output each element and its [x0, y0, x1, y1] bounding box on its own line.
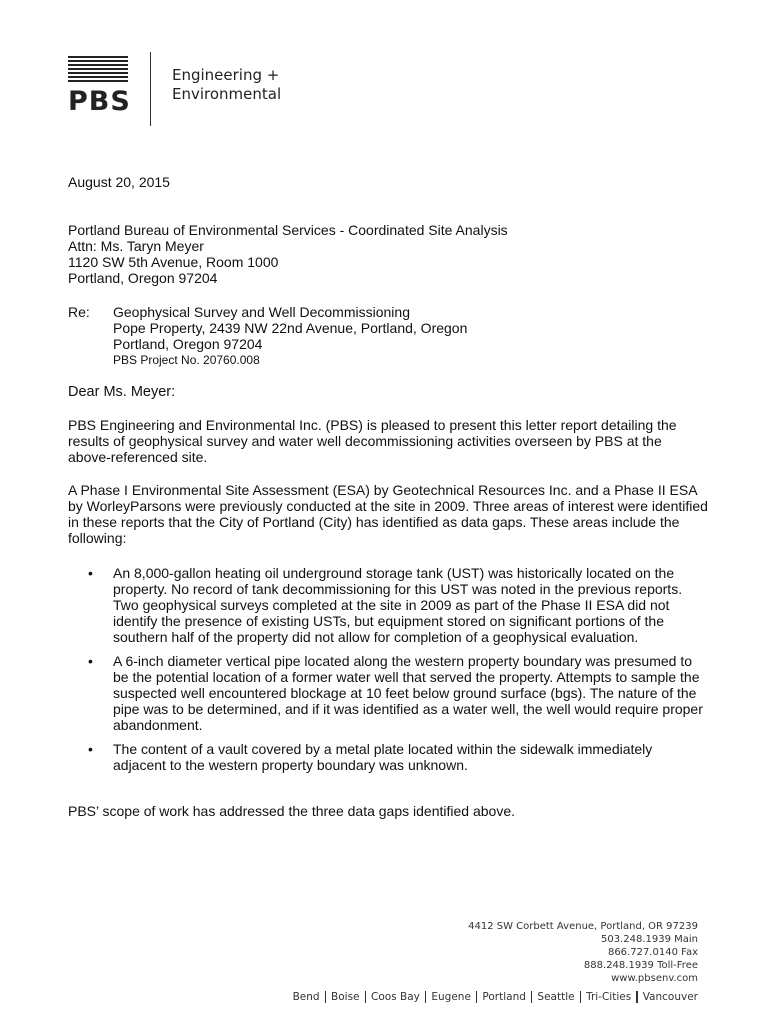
office-name: Bend: [292, 991, 320, 1003]
office-name: Vancouver: [642, 991, 698, 1003]
tagline-line2: Environmental: [172, 85, 282, 103]
pbs-logo: [68, 52, 308, 132]
recipient-line4: Portland, Oregon 97204: [68, 270, 218, 286]
footer-offices: [293, 991, 698, 1003]
list-item: [68, 565, 708, 645]
re-project-number: PBS Project No. 20760.008: [113, 353, 260, 367]
office-separator: [580, 991, 582, 1003]
re-line1: Geophysical Survey and Well Decommissioning: [113, 304, 410, 320]
paragraph-intro: PBS Engineering and Environmental Inc. (PBS) is pleased to present this letter report detailing the results of geophysical survey and water well decommissioning activities overseen by PBS at the above-referenced site.: [68, 417, 677, 465]
footer-toll-free: 888.248.1939 Toll-Free: [583, 960, 698, 971]
re-line3: Portland, Oregon 97204: [113, 336, 263, 352]
re-subject: [113, 304, 467, 368]
recipient-line3: 1120 SW 5th Avenue, Room 1000: [68, 254, 279, 270]
list-item-text: The content of a vault covered by a metal plate located within the sidewalk immediately adjacent to the western property boundary was unknown.: [113, 741, 653, 773]
office-name: Coos Bay: [371, 991, 420, 1003]
data-gap-list: [68, 565, 708, 781]
list-item-text: An 8,000-gallon heating oil underground storage tank (UST) was historically located on the property. No record of tank decommissioning for this UST was noted in the previous reports. Two geophysical surveys completed at the site in 2009 as part of the Phase II ESA did not identify the presence of existing USTs, but equipment stored on significant portions of the southern half of the property did not allow for completion of a geophysical evaluation.: [113, 565, 683, 645]
letter-date: August 20, 2015: [68, 174, 170, 190]
footer-website[interactable]: www.pbsenv.com: [611, 973, 698, 984]
list-item-text: A 6-inch diameter vertical pipe located along the western property boundary was presumed to be the potential location of a former water well that served the property. Attempts to sample the suspected well encountered blockage at 10 feet below ground surface (bgs). The nature of the pipe was to be determined, and if it was identified as a water well, the well would require proper abandonment.: [113, 653, 703, 733]
logo-divider: [150, 52, 151, 126]
bullet-icon: •: [88, 741, 93, 757]
office-separator: [531, 991, 533, 1003]
footer-main-phone: 503.248.1939 Main: [600, 934, 698, 945]
office-separator: [636, 991, 638, 1003]
recipient-address: [68, 222, 508, 286]
office-name: Eugene: [431, 991, 471, 1003]
office-separator: [476, 991, 478, 1003]
logo-stripes: [68, 56, 128, 84]
office-name: Boise: [331, 991, 360, 1003]
paragraph-background: A Phase I Environmental Site Assessment (ESA) by Geotechnical Resources Inc. and a Phase II ESA by WorleyParsons were previously conducted at the site in 2009. Three areas of interest were identified in these reports that the City of Portland (City) has identified as data gaps. These areas include the following:: [68, 482, 708, 546]
office-name: Seattle: [537, 991, 575, 1003]
office-separator: [325, 991, 327, 1003]
office-separator: [425, 991, 427, 1003]
bullet-icon: •: [88, 565, 93, 581]
recipient-line1: Portland Bureau of Environmental Services - Coordinated Site Analysis: [68, 222, 508, 238]
office-name: Tri-Cities: [586, 991, 632, 1003]
office-name: Portland: [482, 991, 526, 1003]
recipient-line2: Attn: Ms. Taryn Meyer: [68, 238, 204, 254]
footer-contact: [468, 920, 698, 985]
bullet-icon: •: [88, 653, 93, 669]
tagline-line1: Engineering +: [172, 66, 280, 84]
footer-address: 4412 SW Corbett Avenue, Portland, OR 97239: [468, 921, 698, 932]
re-label: Re:: [68, 304, 90, 320]
re-line2: Pope Property, 2439 NW 22nd Avenue, Portland, Oregon: [113, 320, 468, 336]
footer-fax: 866.727.0140 Fax: [607, 947, 698, 958]
logo-tagline: [172, 66, 281, 104]
salutation: Dear Ms. Meyer:: [68, 384, 176, 400]
logo-brand: PBS: [68, 86, 131, 117]
list-item: [68, 741, 708, 773]
paragraph-scope: PBS’ scope of work has addressed the three data gaps identified above.: [68, 803, 515, 819]
office-separator: [365, 991, 367, 1003]
list-item: [68, 653, 708, 733]
